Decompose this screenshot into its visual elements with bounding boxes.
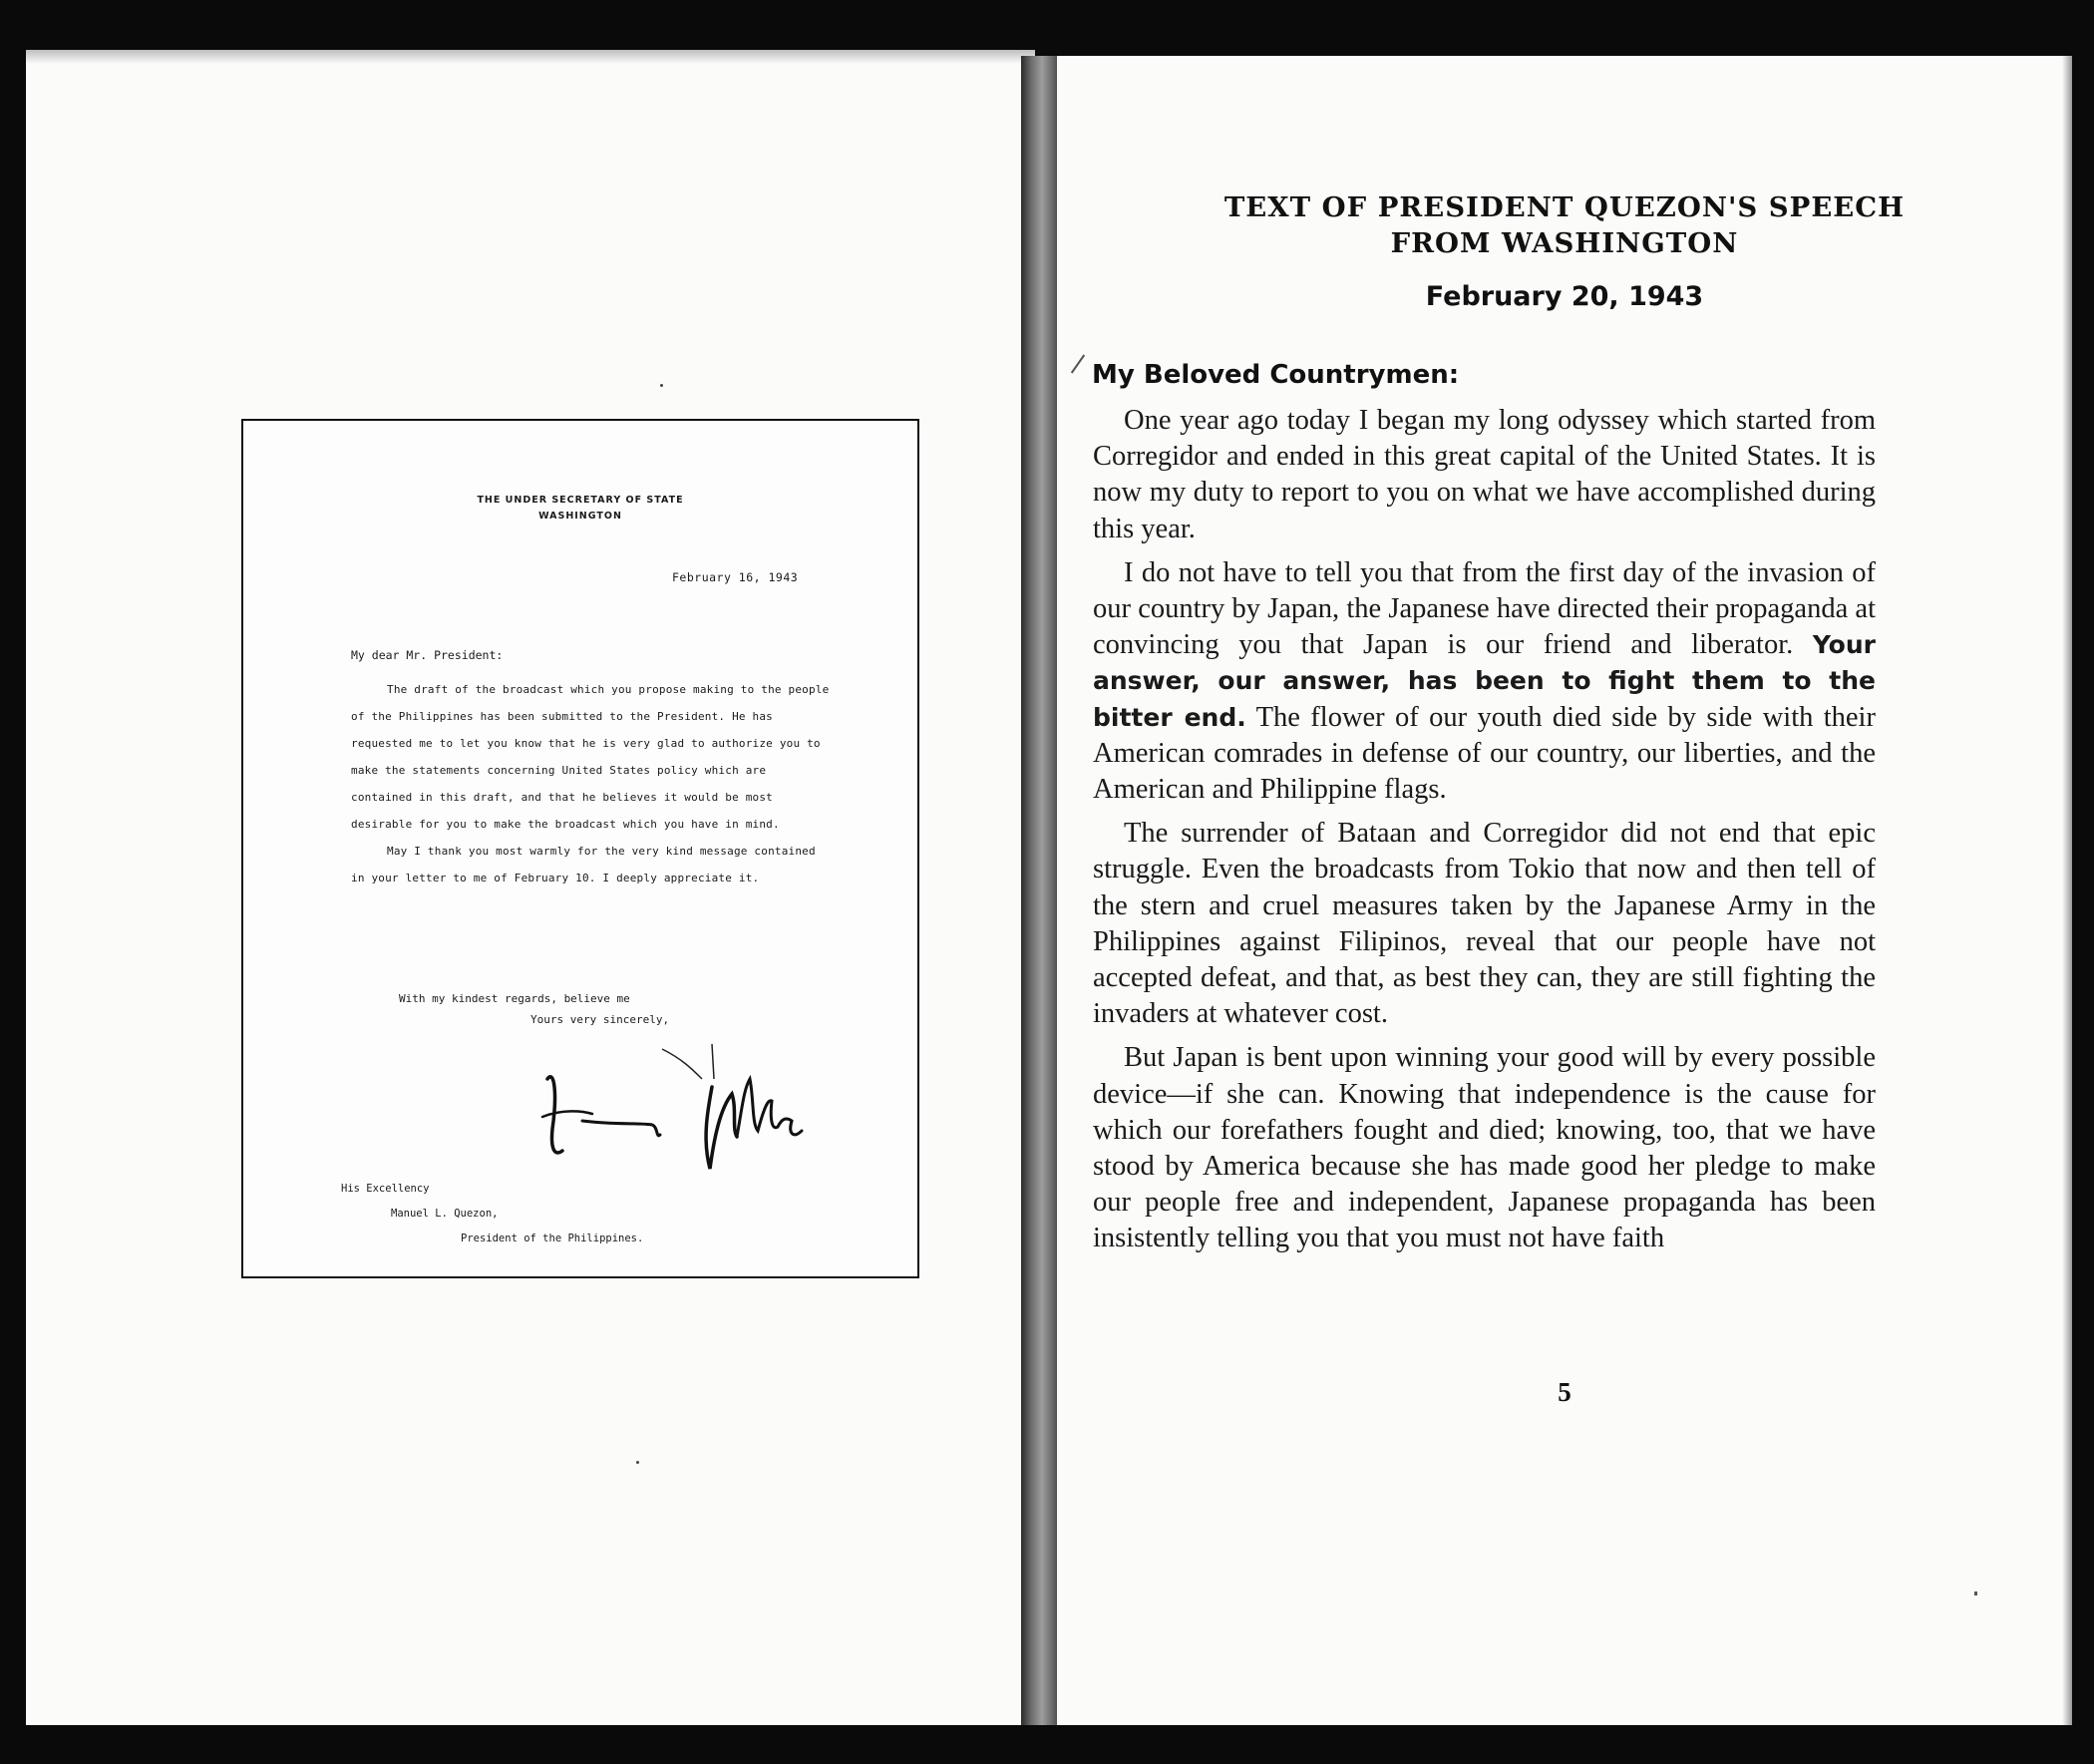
speech-emphasis: Your answer, our answer, has been to fight them to the bitter end. <box>1093 630 1876 732</box>
page-number: 5 <box>1558 1377 1571 1407</box>
letter-salutation: My dear Mr. President: <box>351 648 504 662</box>
letter-yours: Yours very sincerely, <box>530 1013 670 1026</box>
speech-salutation: My Beloved Countrymen: <box>1092 360 1460 390</box>
letterhead-title: THE UNDER SECRETARY OF STATE <box>477 495 684 506</box>
letterhead-city: WASHINGTON <box>538 511 622 522</box>
title-line: FROM WASHINGTON <box>1390 227 1739 259</box>
scan-mark <box>1974 1591 1977 1595</box>
handwritten-signature <box>532 1039 852 1179</box>
speech-body <box>1093 403 1876 1265</box>
speech-text: I do not have to tell you that from the first day of the invasion of our country by Japan, the Japanese have directed their propaganda at convincing you that Japan is our friend and liberator. <box>1093 556 1876 661</box>
letter-closing: With my kindest regards, believe me <box>399 992 630 1005</box>
letter-addressee <box>341 1177 643 1251</box>
letterhead <box>243 493 917 525</box>
dust-speck <box>636 1461 639 1464</box>
letter-paragraph-text: The draft of the broadcast which you propose making to the people of the Philippines has been submitted to the President. He has requested me to let you know that he is very glad to authorize you to make the statements concerning United States policy which are contained in this draft, and that he believes it would be most desirable for you to make the broadcast which you have in mind. <box>351 683 830 831</box>
letter-date: February 16, 1943 <box>672 570 799 584</box>
speech-text: The flower of our youth died side by side with their American comrades in defense of our country, our liberties, and the American and Philippine flags. <box>1093 701 1876 806</box>
letter-paragraph-text: May I thank you most warmly for the very kind message contained in your letter to me of February 10. I deeply appreciate it. <box>351 845 816 884</box>
speech-paragraph: One year ago today I began my long odyssey which started from Corregidor and ended in this great capital of the United States. It is now my duty to report to you on what we have accomplished during this year. <box>1093 405 1876 544</box>
letter-body <box>351 676 830 891</box>
speech-paragraph: The surrender of Bataan and Corregidor did not end that epic struggle. Even the broadcasts from Tokio that now and then tell of the stern and cruel measures taken by the Japanese Army in the Philippines against Filipinos, reveal that our people have not accepted defeat, and that, as best they can, they are still fighting the invaders at whatever cost. <box>1093 818 1876 1030</box>
speech-date: February 20, 1943 <box>1425 281 1704 312</box>
addressee-line: His Excellency <box>341 1183 430 1195</box>
page-edge-shadow <box>26 50 1035 64</box>
speech-paragraph: But Japan is bent upon winning your good will by every possible device—if she can. Knowing that independence is the cause for which our forefathers fought and died; knowing, too, that we have stood by America because she has made good her pledge to make our people free and independent, Japanese propaganda has been insistently telling you that you must not have faith <box>1093 1042 1876 1254</box>
title-line: TEXT OF PRESIDENT QUEZON'S SPEECH <box>1223 191 1906 223</box>
dust-speck <box>660 384 663 387</box>
addressee-line: Manuel L. Quezon, <box>391 1208 499 1220</box>
letter-paragraph <box>351 676 830 838</box>
addressee-line: President of the Philippines. <box>461 1233 644 1244</box>
letter-paragraph <box>351 838 830 891</box>
right-page <box>1057 56 2072 1725</box>
speech-paragraph <box>1093 555 1876 808</box>
facsimile-letter <box>241 419 919 1278</box>
left-page <box>26 50 1035 1725</box>
scan-mark <box>1071 354 1085 373</box>
page-title <box>1057 189 2072 261</box>
